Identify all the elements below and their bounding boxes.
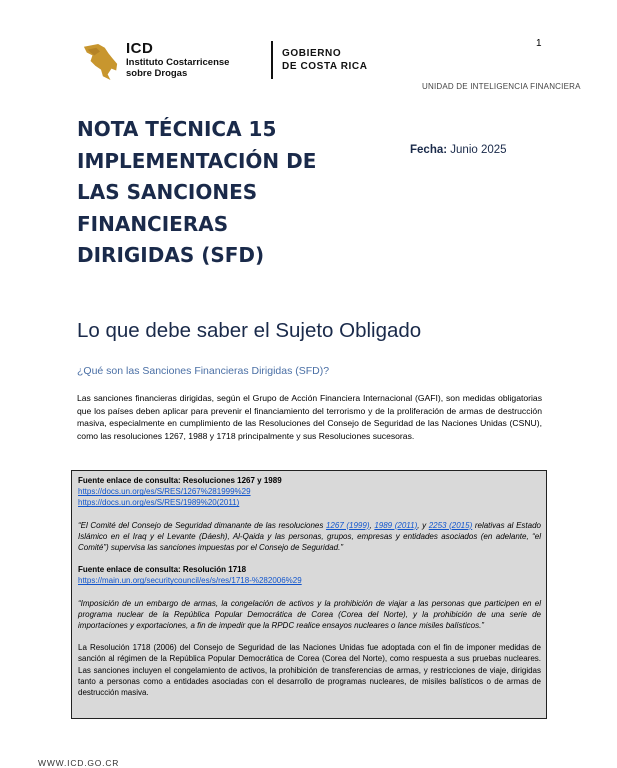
title-line: NOTA TÉCNICA 15	[77, 117, 277, 141]
quote1-separator: , y	[417, 520, 429, 530]
costa-rica-map-icon	[82, 43, 120, 81]
subheading: ¿Qué son las Sanciones Financieras Dirigidas (SFD)?	[77, 365, 330, 377]
quote1-text-end: relativas al Estado Islámico en el Iraq y el Levante (Dáesh), Al-Qaida y las personas, grupos, empresas y entidades asociados (en adelante, “el Comité”) supervisa las sanciones impuestas por el Consejo de Seguridad.”	[78, 520, 541, 553]
intro-paragraph: Las sanciones financieras dirigidas, según el Grupo de Acción Financiera Internacional (GAFI), son medidas obligatorias que los países deben aplicar para prevenir el financiamiento del terrorismo y de la proliferación de armas de destrucción masiva, especialmente en cumplimiento de las Resoluciones del Consejo de Seguridad de las Naciones Unidas (CSNU), como las resoluciones 1267, 1988 y 1718 principalmente y sus Resoluciones sucesoras.	[77, 393, 542, 441]
resolution-2253-link[interactable]: 2253 (2015)	[428, 520, 473, 530]
date-label: Fecha:	[410, 144, 448, 156]
logo-abbr: ICD	[126, 40, 154, 57]
page-number: 1	[536, 38, 542, 49]
date-value: Junio 2025	[450, 144, 507, 156]
source2-link-1718[interactable]: https://main.un.org/securitycouncil/es/s/res/1718-%282006%29	[78, 576, 302, 586]
title-line: LAS SANCIONES	[77, 180, 258, 204]
quote-1718: “Imposición de un embargo de armas, la congelación de activos y la prohibición de viajar a las personas que participen en el programa nuclear de la República Popular Democrática de Corea (Corea del Norte), y la prohibición de una serie de importaciones y exportaciones, a fin de impedir que la RPDC realice ensayos nucleares o lance misiles balísticos.”	[78, 598, 541, 631]
government-line1: GOBIERNO	[282, 48, 342, 59]
footer-url[interactable]: WWW.ICD.GO.CR	[38, 758, 120, 768]
resolution-1718-paragraph: La Resolución 1718 (2006) del Consejo de Seguridad de las Naciones Unidas fue adoptada con el fin de imponer medidas de sanción al régimen de la República Popular Democrática de Corea (Corea del Norte), como respuesta a sus pruebas nucleares. Las sanciones incluyen el congelamiento de activos, la prohibición de transferencias de armas, y restricciones de viaje, dirigidas tanto a personas como a entidades asociadas con el desarrollo de programas nucleares, de misiles balísticos o de armas de destrucción masiva.	[78, 643, 541, 698]
source1-label: Fuente enlace de consulta: Resoluciones 1267 y 1989	[78, 476, 282, 485]
source2-label: Fuente enlace de consulta: Resolución 1718	[78, 565, 247, 575]
quote1-text-start: “El Comité del Consejo de Seguridad dimanante de las resoluciones	[78, 520, 326, 530]
title-line: DIRIGIDAS (SFD)	[77, 243, 265, 267]
resolution-1267-link[interactable]: 1267 (1999)	[325, 520, 370, 530]
logo-text	[126, 40, 229, 79]
header-divider	[271, 41, 273, 79]
title-line: FINANCIERAS	[77, 211, 229, 236]
unit-label: UNIDAD DE INTELIGENCIA FINANCIERA	[422, 82, 581, 91]
section-heading: Lo que debe saber el Sujeto Obligado	[77, 319, 422, 342]
resolution-1989-link[interactable]: 1989 (2011)	[374, 520, 418, 530]
quote1-separator: ,	[369, 520, 375, 530]
logo-name-line1: Instituto Costarricense	[126, 57, 230, 68]
document-title	[77, 114, 377, 272]
title-line: IMPLEMENTACIÓN DE	[77, 148, 317, 173]
quote-1267-committee	[78, 520, 541, 554]
sources-box	[71, 470, 547, 719]
source1-link-1989[interactable]: https://docs.un.org/es/S/RES/1989%20(2011)	[78, 498, 240, 508]
date-block	[410, 144, 507, 156]
source1-link-1267[interactable]: https://docs.un.org/es/S/RES/1267%281999%29	[78, 487, 251, 497]
logo-name-line2: sobre Drogas	[126, 68, 188, 79]
government-line2: DE COSTA RICA	[282, 61, 368, 72]
government-label	[282, 47, 368, 73]
